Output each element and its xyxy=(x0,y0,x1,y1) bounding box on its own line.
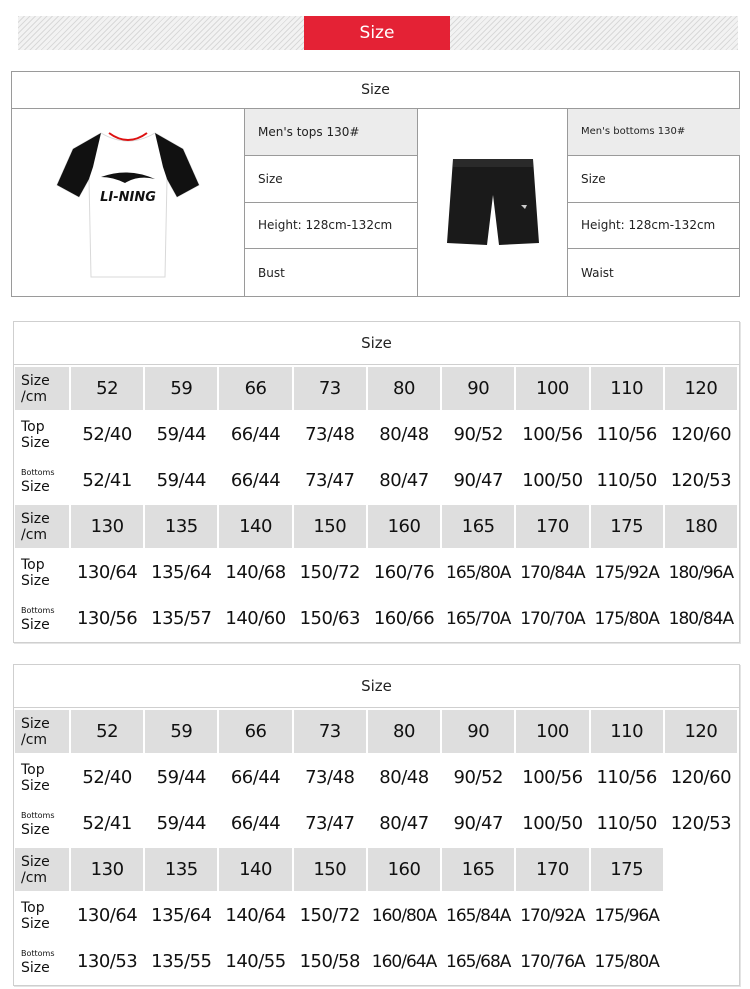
size-cell: 120/60 xyxy=(665,413,737,456)
size-header-cell: 66 xyxy=(219,367,291,410)
size-cell: 52/40 xyxy=(71,756,143,799)
size-cell: 130/64 xyxy=(71,894,143,937)
row-label-line: Size xyxy=(21,853,50,870)
size-cell: 52/40 xyxy=(71,413,143,456)
size-cell: 80/48 xyxy=(368,413,440,456)
size-cell: 59/44 xyxy=(145,459,217,502)
size-header-cell: 140 xyxy=(219,505,291,548)
size-header-cell: 160 xyxy=(368,505,440,548)
size-cell: 100/56 xyxy=(516,756,588,799)
row-label xyxy=(15,802,69,845)
row-label-line: Size xyxy=(21,616,50,633)
size-cell: 73/48 xyxy=(294,756,366,799)
tops-bust: Bust xyxy=(258,265,285,280)
size-cell: 160/80A xyxy=(368,894,440,937)
row-label-line: Size xyxy=(21,915,50,932)
size-cell: 180/84A xyxy=(665,597,737,640)
row-label-line: Bottoms xyxy=(21,605,55,615)
size-cell: 66/44 xyxy=(219,459,291,502)
size-cell: 90/52 xyxy=(442,756,514,799)
size-header-cell: 175 xyxy=(591,505,663,548)
size-header-cell: 135 xyxy=(145,505,217,548)
size-header-cell xyxy=(665,848,737,891)
size-cell: 100/56 xyxy=(516,413,588,456)
size-header-cell: 110 xyxy=(591,710,663,753)
size-cell: 135/57 xyxy=(145,597,217,640)
size-cell: 66/44 xyxy=(219,413,291,456)
size-cell: 175/92A xyxy=(591,551,663,594)
bottoms-column xyxy=(568,109,740,296)
row-label-line: Top xyxy=(21,556,45,573)
size-cell: 130/64 xyxy=(71,551,143,594)
size-header-cell: 180 xyxy=(665,505,737,548)
size-cell: 165/84A xyxy=(442,894,514,937)
size-cell: 73/47 xyxy=(294,459,366,502)
size-cell: 140/64 xyxy=(219,894,291,937)
size-table-1 xyxy=(13,321,740,643)
size-cell: 175/80A xyxy=(591,940,663,983)
size-header-cell: 120 xyxy=(665,367,737,410)
size-cell: 170/92A xyxy=(516,894,588,937)
size-cell: 80/47 xyxy=(368,802,440,845)
size-header-cell: 165 xyxy=(442,848,514,891)
size-cell: 135/55 xyxy=(145,940,217,983)
tops-size-label: Size xyxy=(245,156,417,203)
size-cell: 80/48 xyxy=(368,756,440,799)
size-cell: 120/53 xyxy=(665,802,737,845)
size-table-2 xyxy=(13,664,740,986)
size-cell: 160/64A xyxy=(368,940,440,983)
size-cell: 160/66 xyxy=(368,597,440,640)
size-header-cell: 120 xyxy=(665,710,737,753)
size-header-cell: 90 xyxy=(442,367,514,410)
size-header-cell: 110 xyxy=(591,367,663,410)
row-label-line: /cm xyxy=(21,869,48,886)
size-header-cell: 175 xyxy=(591,848,663,891)
row-label xyxy=(15,459,69,502)
size-header-cell: 140 xyxy=(219,848,291,891)
shorts-icon xyxy=(443,155,543,251)
size-header-cell: 165 xyxy=(442,505,514,548)
size-header-cell: 90 xyxy=(442,710,514,753)
size-cell: 140/60 xyxy=(219,597,291,640)
size-cell: 59/44 xyxy=(145,756,217,799)
size-cell: 73/48 xyxy=(294,413,366,456)
bottoms-height: Height: 128cm-132cm xyxy=(568,203,740,250)
size-cell: 140/68 xyxy=(219,551,291,594)
size-cell: 150/72 xyxy=(294,551,366,594)
size-cell: 135/64 xyxy=(145,551,217,594)
product-panel xyxy=(11,71,740,297)
row-label xyxy=(15,710,69,753)
tops-heading: Men's tops 130# xyxy=(245,109,417,156)
size-header-cell: 52 xyxy=(71,710,143,753)
row-label xyxy=(15,505,69,548)
size-table-2-title: Size xyxy=(14,665,739,708)
tops-height: Height: 128cm-132cm xyxy=(245,203,417,250)
row-label xyxy=(15,940,69,983)
banner-title: Size xyxy=(304,16,450,50)
size-cell xyxy=(665,894,737,937)
size-header-cell: 100 xyxy=(516,710,588,753)
size-header-cell: 59 xyxy=(145,367,217,410)
size-cell: 90/52 xyxy=(442,413,514,456)
row-label-line: Size xyxy=(21,715,50,732)
shorts-image xyxy=(418,109,568,296)
tops-column xyxy=(245,109,418,296)
size-cell: 165/80A xyxy=(442,551,514,594)
size-cell: 66/44 xyxy=(219,756,291,799)
row-label xyxy=(15,413,69,456)
size-header-cell: 170 xyxy=(516,505,588,548)
size-header-cell: 170 xyxy=(516,848,588,891)
size-cell: 110/56 xyxy=(591,756,663,799)
row-label-line: Size xyxy=(21,777,50,794)
row-label xyxy=(15,367,69,410)
row-label-line: Top xyxy=(21,418,45,435)
row-label xyxy=(15,848,69,891)
size-cell: 150/58 xyxy=(294,940,366,983)
size-cell: 90/47 xyxy=(442,459,514,502)
row-label-line: Size xyxy=(21,372,50,389)
panel-title: Size xyxy=(12,72,739,109)
row-label-line: /cm xyxy=(21,526,48,543)
size-table-2-grid xyxy=(14,708,739,985)
size-cell: 150/63 xyxy=(294,597,366,640)
size-cell: 170/84A xyxy=(516,551,588,594)
size-header-cell: 52 xyxy=(71,367,143,410)
size-cell: 175/80A xyxy=(591,597,663,640)
size-cell: 110/56 xyxy=(591,413,663,456)
row-label-line: Bottoms xyxy=(21,810,55,820)
size-header-cell: 73 xyxy=(294,710,366,753)
row-label-line: /cm xyxy=(21,731,48,748)
size-cell xyxy=(665,940,737,983)
size-cell: 150/72 xyxy=(294,894,366,937)
size-header-cell: 160 xyxy=(368,848,440,891)
size-cell: 120/53 xyxy=(665,459,737,502)
size-header-cell: 59 xyxy=(145,710,217,753)
size-table-1-grid xyxy=(14,365,739,642)
row-label-line: Size xyxy=(21,510,50,527)
size-cell: 110/50 xyxy=(591,802,663,845)
size-cell: 160/76 xyxy=(368,551,440,594)
tshirt-logo-text: LI-NING xyxy=(100,189,156,205)
size-cell: 165/70A xyxy=(442,597,514,640)
bottoms-waist: Waist xyxy=(581,265,614,280)
size-cell: 100/50 xyxy=(516,802,588,845)
size-header-cell: 80 xyxy=(368,710,440,753)
size-cell: 130/56 xyxy=(71,597,143,640)
size-header-cell: 66 xyxy=(219,710,291,753)
size-cell: 59/44 xyxy=(145,802,217,845)
row-label-line: Bottoms xyxy=(21,467,55,477)
size-cell: 73/47 xyxy=(294,802,366,845)
size-cell: 80/47 xyxy=(368,459,440,502)
size-cell: 59/44 xyxy=(145,413,217,456)
size-cell: 165/68A xyxy=(442,940,514,983)
size-cell: 175/96A xyxy=(591,894,663,937)
size-cell: 135/64 xyxy=(145,894,217,937)
row-label-line: Size xyxy=(21,572,50,589)
size-header-cell: 150 xyxy=(294,505,366,548)
size-header-cell: 73 xyxy=(294,367,366,410)
tshirt-icon xyxy=(53,127,203,279)
size-cell: 130/53 xyxy=(71,940,143,983)
size-cell: 180/96A xyxy=(665,551,737,594)
row-label-line: Size xyxy=(21,478,50,495)
size-cell: 110/50 xyxy=(591,459,663,502)
row-label xyxy=(15,551,69,594)
size-cell: 120/60 xyxy=(665,756,737,799)
size-cell: 100/50 xyxy=(516,459,588,502)
size-cell: 140/55 xyxy=(219,940,291,983)
size-header-cell: 150 xyxy=(294,848,366,891)
bottoms-size-label: Size xyxy=(568,156,740,203)
row-label xyxy=(15,597,69,640)
row-label-line: Top xyxy=(21,899,45,916)
size-cell: 52/41 xyxy=(71,459,143,502)
size-header-cell: 80 xyxy=(368,367,440,410)
row-label xyxy=(15,756,69,799)
size-cell: 52/41 xyxy=(71,802,143,845)
row-label-line: Size xyxy=(21,434,50,451)
size-cell: 170/76A xyxy=(516,940,588,983)
size-header-cell: 130 xyxy=(71,848,143,891)
bottoms-heading: Men's bottoms 130# xyxy=(568,109,740,156)
size-header-cell: 100 xyxy=(516,367,588,410)
row-label-line: Size xyxy=(21,821,50,838)
size-cell: 66/44 xyxy=(219,802,291,845)
size-table-1-title: Size xyxy=(14,322,739,365)
row-label-line: Top xyxy=(21,761,45,778)
row-label-line: /cm xyxy=(21,388,48,405)
tshirt-image xyxy=(12,109,245,296)
size-cell: 170/70A xyxy=(516,597,588,640)
size-cell: 90/47 xyxy=(442,802,514,845)
row-label xyxy=(15,894,69,937)
size-header-cell: 135 xyxy=(145,848,217,891)
size-header-cell: 130 xyxy=(71,505,143,548)
row-label-line: Bottoms xyxy=(21,948,55,958)
row-label-line: Size xyxy=(21,959,50,976)
